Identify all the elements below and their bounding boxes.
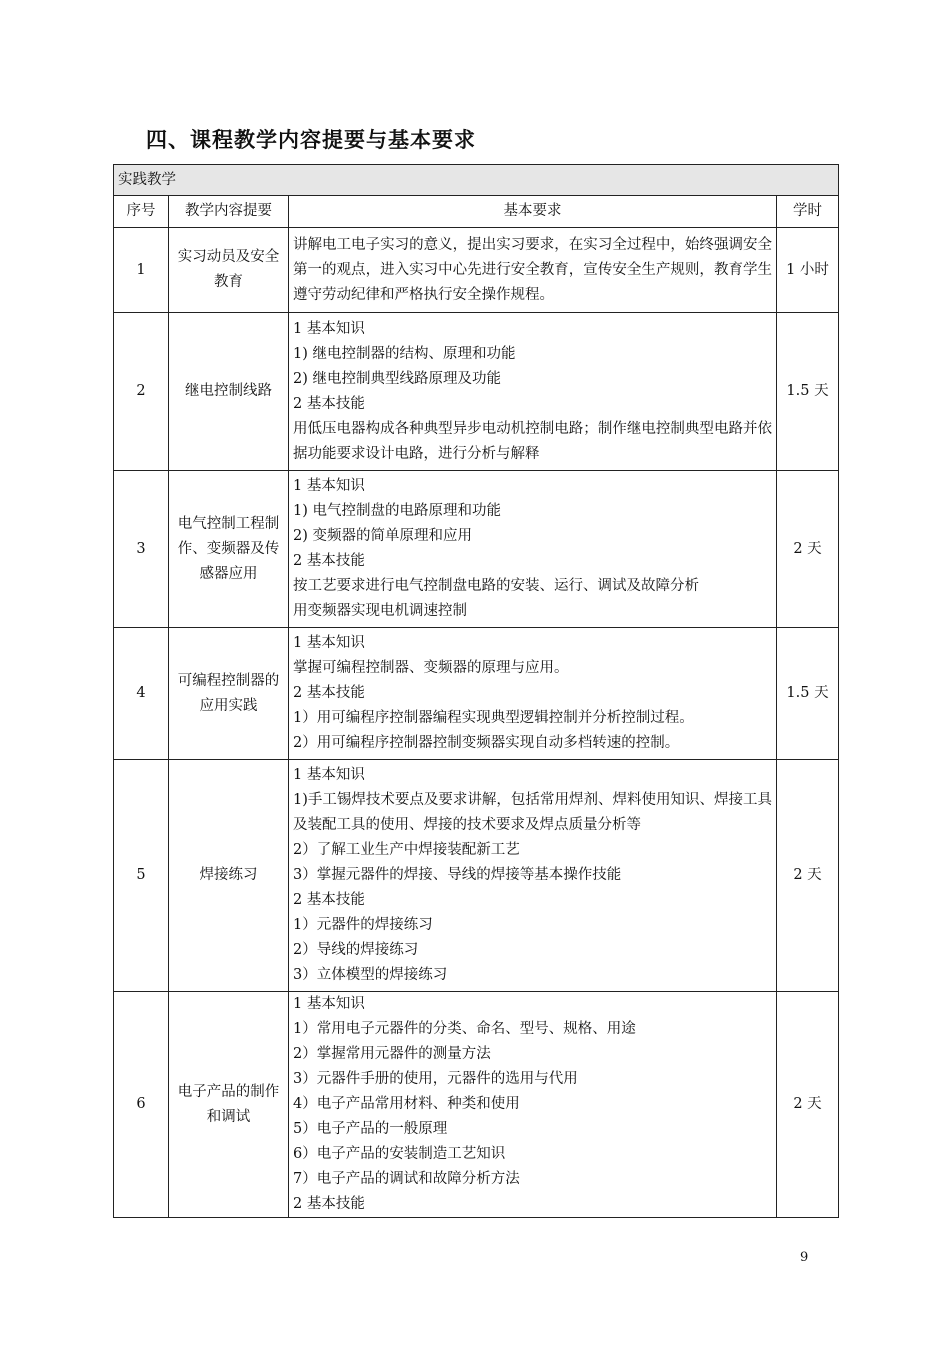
- row-hours: 2 天: [777, 760, 839, 992]
- req-line: 讲解电工电子实习的意义，提出实习要求，在实习全过程中，始终强调安全第一的观点，进入实习中心先进行安全教育，宣传安全生产规则，教育学生遵守劳动纪律和严格执行安全操作规程。: [293, 236, 772, 303]
- page-number: 9: [800, 1250, 809, 1265]
- req-line: 2 基本技能: [293, 892, 365, 908]
- row-num: 5: [114, 760, 169, 992]
- req-line: 4）电子产品常用材料、种类和使用: [293, 1096, 520, 1112]
- req-line: 1) 电气控制盘的电路原理和功能: [293, 503, 501, 519]
- req-line: 用变频器实现电机调速控制: [293, 603, 467, 619]
- req-line: 7）电子产品的调试和故障分析方法: [293, 1171, 520, 1187]
- req-line: 2）用可编程序控制器控制变频器实现自动多档转速的控制。: [293, 735, 680, 751]
- row-requirements: [289, 471, 777, 628]
- req-line: 用低压电器构成各种典型异步电动机控制电路；制作继电控制典型电路并依据功能要求设计电路，进行分析与解释: [293, 420, 772, 462]
- req-line: 1 基本知识: [293, 635, 365, 651]
- req-line: 1) 继电控制器的结构、原理和功能: [293, 345, 516, 362]
- req-line: 3）掌握元器件的焊接、导线的焊接等基本操作技能: [293, 867, 622, 883]
- header-hours: 学时: [777, 196, 839, 228]
- section-row: [114, 165, 839, 196]
- req-line: 2）掌握常用元器件的测量方法: [293, 1046, 491, 1062]
- row-hours: 2 天: [777, 992, 839, 1218]
- req-line: 掌握可编程控制器、变频器的原理与应用。: [293, 660, 569, 676]
- req-line: 1）元器件的焊接练习: [293, 917, 433, 933]
- req-line: 2）导线的焊接练习: [293, 942, 419, 958]
- row-num: 4: [114, 628, 169, 760]
- row-num: 2: [114, 313, 169, 471]
- req-line: 按工艺要求进行电气控制盘电路的安装、运行、调试及故障分析: [293, 578, 699, 594]
- header-num: 序号: [114, 196, 169, 228]
- table-row: [114, 992, 839, 1218]
- req-line: 1)手工锡焊技术要点及要求讲解，包括常用焊剂、焊料使用知识、焊接工具及装配工具的使用、焊接的技术要求及焊点质量分析等: [293, 792, 772, 833]
- req-line: 2) 继电控制典型线路原理及功能: [293, 370, 501, 387]
- row-topic: 实习动员及安全教育: [169, 228, 289, 313]
- row-topic: 电气控制工程制作、变频器及传感器应用: [169, 471, 289, 628]
- table-row: [114, 760, 839, 992]
- row-topic: 电子产品的制作和调试: [169, 992, 289, 1218]
- section-label: 实践教学: [114, 165, 839, 196]
- row-hours: 1 小时: [777, 228, 839, 313]
- course-content-table: [113, 164, 839, 1218]
- row-topic: 继电控制线路: [169, 313, 289, 471]
- row-num: 6: [114, 992, 169, 1218]
- req-line: 1 基本知识: [293, 320, 365, 337]
- req-line: 2 基本技能: [293, 553, 365, 569]
- header-row: [114, 196, 839, 228]
- row-requirements: [289, 992, 777, 1218]
- req-line: 1 基本知识: [293, 996, 365, 1012]
- req-line: 2）了解工业生产中焊接装配新工艺: [293, 842, 520, 858]
- req-line: 2 基本技能: [293, 685, 365, 701]
- row-hours: 2 天: [777, 471, 839, 628]
- table-row: [114, 628, 839, 760]
- req-line: 2 基本技能: [293, 1196, 365, 1212]
- section-title: 四、课程教学内容提要与基本要求: [146, 127, 476, 152]
- row-requirements: [289, 228, 777, 313]
- row-hours: 1.5 天: [777, 628, 839, 760]
- row-num: 1: [114, 228, 169, 313]
- req-line: 1）常用电子元器件的分类、命名、型号、规格、用途: [293, 1021, 636, 1037]
- row-topic: 焊接练习: [169, 760, 289, 992]
- req-line: 1）用可编程序控制器编程实现典型逻辑控制并分析控制过程。: [293, 710, 694, 726]
- row-topic: 可编程控制器的应用实践: [169, 628, 289, 760]
- row-requirements: [289, 760, 777, 992]
- req-line: 1 基本知识: [293, 767, 365, 783]
- req-line: 6）电子产品的安装制造工艺知识: [293, 1146, 506, 1162]
- row-requirements: [289, 628, 777, 760]
- header-topic: 教学内容提要: [169, 196, 289, 228]
- row-hours: 1.5 天: [777, 313, 839, 471]
- req-line: 2 基本技能: [293, 395, 365, 412]
- req-line: 5）电子产品的一般原理: [293, 1121, 448, 1137]
- table-row: [114, 313, 839, 471]
- header-requirements: 基本要求: [289, 196, 777, 228]
- req-line: 1 基本知识: [293, 478, 365, 494]
- table-row: [114, 228, 839, 313]
- req-line: 3）立体模型的焊接练习: [293, 967, 448, 983]
- row-num: 3: [114, 471, 169, 628]
- row-requirements: [289, 313, 777, 471]
- table-row: [114, 471, 839, 628]
- req-line: 3）元器件手册的使用，元器件的选用与代用: [293, 1071, 578, 1087]
- req-line: 2) 变频器的简单原理和应用: [293, 528, 472, 544]
